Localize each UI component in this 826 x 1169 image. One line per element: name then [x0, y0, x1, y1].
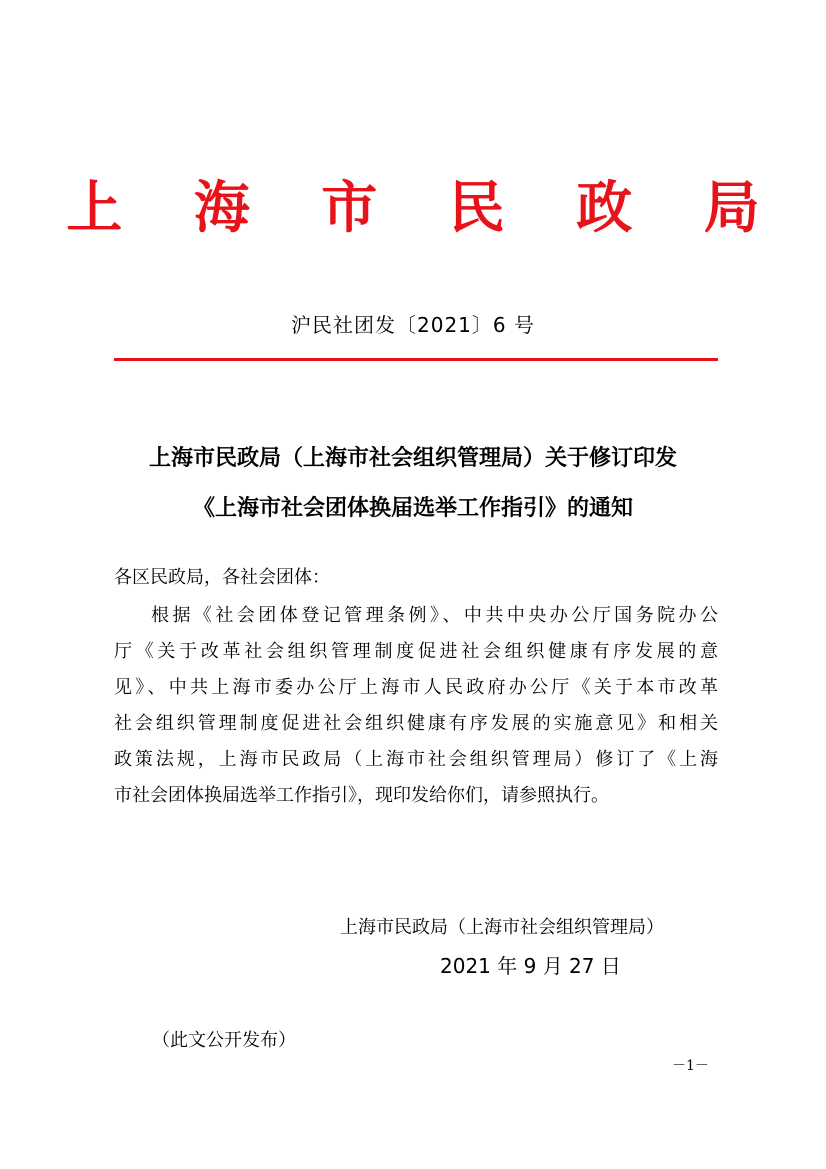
page-number: －1－: [672, 1058, 709, 1074]
body-line: 社会组织管理制度促进社会组织健康有序发展的实施意见》和相关: [114, 713, 718, 734]
issuer-header: 上 海 市 民 政 局: [66, 175, 786, 241]
document-title-line-2: 《上海市社会团体换届选举工作指引》的通知: [192, 496, 633, 521]
signature-organization: 上海市民政局（上海市社会组织管理局）: [340, 917, 664, 938]
signature-date: 2021 年 9 月 27 日: [440, 954, 621, 978]
body-paragraph: [114, 598, 718, 814]
salutation: 各区民政局，各社会团体：: [114, 567, 330, 588]
body-line: 政策法规，上海市民政局（上海市社会组织管理局）修订了《上海: [114, 749, 718, 770]
document-number: 沪民社团发〔2021〕6 号: [291, 313, 535, 337]
body-line: 见》、中共上海市委办公厅上海市人民政府办公厅《关于本市改革: [114, 677, 718, 698]
body-line: 根据《社会团体登记管理条例》、中共中央办公厅国务院办公: [151, 605, 718, 626]
body-line: 厅《关于改革社会组织管理制度促进社会组织健康有序发展的意: [114, 641, 718, 662]
body-line: 市社会团体换届选举工作指引》，现印发给你们，请参照执行。: [114, 785, 609, 806]
disclosure-note: （此文公开发布）: [152, 1030, 296, 1051]
red-divider-line: [114, 358, 718, 361]
document-title-line-1: 上海市民政局（上海市社会组织管理局）关于修订印发: [148, 446, 677, 471]
document-title: [100, 434, 726, 534]
